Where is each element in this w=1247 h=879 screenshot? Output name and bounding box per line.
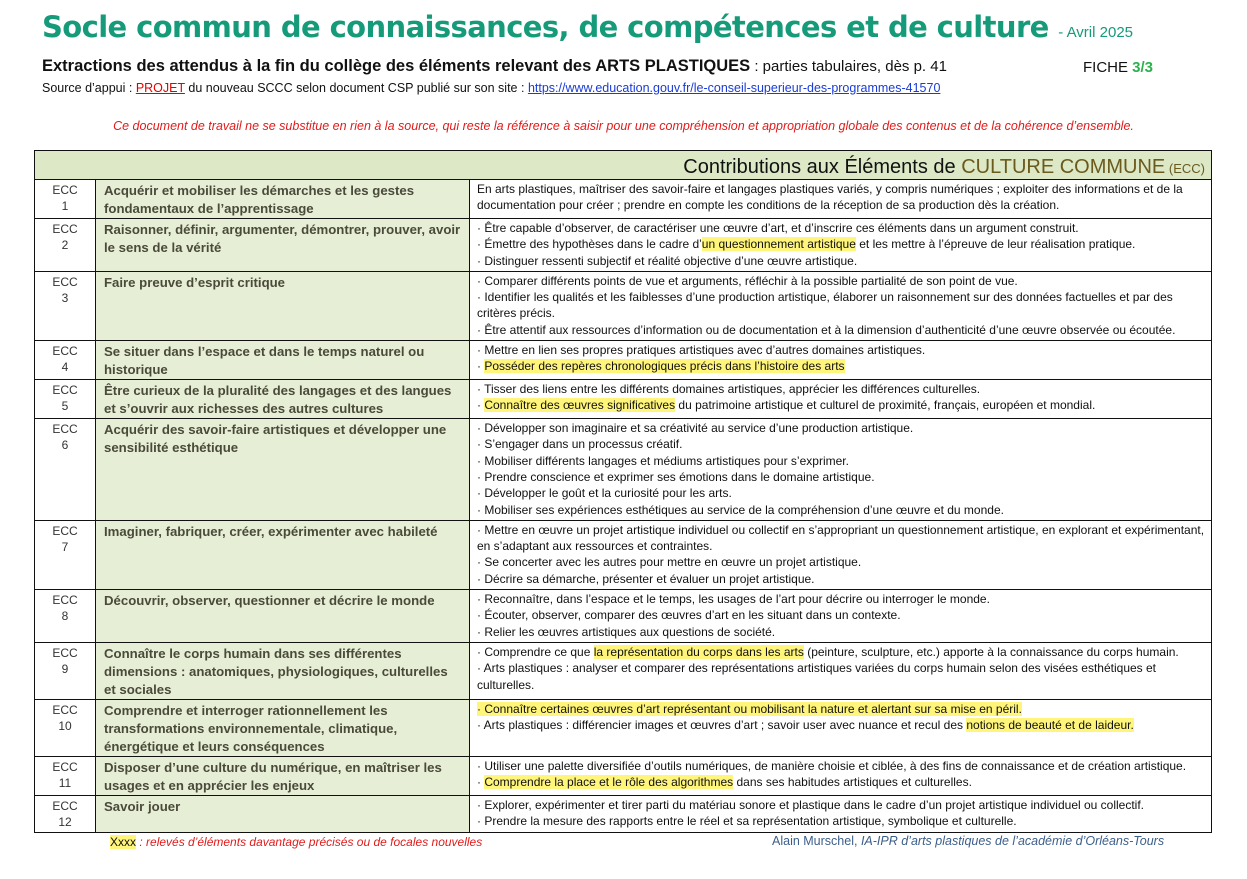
highlighted-text: Connaître des œuvres significatives	[484, 398, 676, 413]
highlighted-text: notions de beauté et de laideur.	[966, 718, 1134, 733]
description-line	[477, 591, 1205, 607]
table-row	[35, 271, 1212, 340]
title-text: Socle commun de connaissances, de compétences et de culture	[42, 10, 1049, 44]
text-segment: ·	[477, 359, 485, 374]
text-segment: (peinture, sculpture, etc.) apporte à la connaissance du corps humain.	[803, 644, 1179, 659]
ecc-code-number: 8	[61, 609, 69, 624]
table-title-highlight: CULTURE COMMUNE	[961, 156, 1166, 178]
ecc-code	[35, 795, 96, 832]
source-line	[42, 81, 940, 95]
ecc-code-number: 6	[61, 438, 69, 453]
text-segment: · Prendre conscience et exprimer ses émotions dans le domaine artistique.	[477, 469, 875, 484]
text-segment: · Émettre des hypothèses dans le cadre d’	[477, 237, 702, 252]
ecc-description	[470, 219, 1212, 272]
ecc-code	[35, 520, 96, 589]
ecc-label: Savoir jouer	[96, 795, 470, 832]
source-prefix: Source d’appui :	[42, 81, 136, 95]
ecc-code-label: ECC	[52, 344, 78, 359]
ecc-code-label: ECC	[52, 593, 78, 608]
description-line	[477, 624, 1205, 640]
ecc-code-number: 10	[58, 718, 72, 733]
legend-sample: Xxxx	[110, 835, 137, 849]
text-segment: · Arts plastiques : analyser et comparer des représentations artistiques variées du corps humain selon des visées esthétiques et culturelles.	[477, 661, 1157, 692]
subtitle-rest: : parties tabulaires, dès p. 41	[750, 58, 947, 75]
ecc-code	[35, 590, 96, 643]
text-segment: · Développer le goût et la curiosité pour les arts.	[477, 486, 732, 501]
ecc-description	[470, 520, 1212, 589]
description-line	[477, 554, 1205, 570]
ecc-description	[470, 180, 1212, 219]
description-line	[477, 469, 1205, 485]
text-segment: · Utiliser une palette diversifiée d’outils numériques, de manière choisie et ciblée, à des fins de connaissance et de création artistique.	[477, 758, 1187, 773]
text-segment: · Être attentif aux ressources d’information ou de documentation et à la dimension d’authenticité d’une œuvre observée ou écoutée.	[477, 322, 1176, 337]
description-line	[477, 358, 1205, 374]
ecc-label: Découvrir, observer, questionner et décrire le monde	[96, 590, 470, 643]
ecc-code-label: ECC	[52, 759, 78, 774]
ecc-description	[470, 341, 1212, 380]
fiche-number	[1083, 59, 1153, 76]
table-row	[35, 699, 1212, 756]
text-segment: dans ses habitudes artistiques et culturelles.	[733, 775, 972, 790]
highlight-legend	[110, 835, 482, 849]
description-line	[477, 522, 1205, 555]
description-line	[477, 660, 1205, 693]
ecc-label: Disposer d’une culture du numérique, en maîtriser les usages et en apprécier les enjeux	[96, 756, 470, 795]
ecc-code-number: 1	[61, 199, 69, 213]
text-segment: · Développer son imaginaire et sa créativité au service d’une production artistique.	[477, 421, 914, 436]
text-segment: · Mettre en lien ses propres pratiques artistiques avec d’autres domaines artistiques.	[477, 343, 926, 358]
author-name: Alain Murschel,	[772, 834, 861, 848]
ecc-code-number: 2	[61, 238, 69, 252]
ecc-code	[35, 380, 96, 419]
table-title-suffix: (ECC)	[1165, 161, 1205, 176]
table-row	[35, 795, 1212, 832]
text-segment: et les mettre à l’épreuve de leur réalisation pratique.	[855, 237, 1136, 252]
description-line	[477, 502, 1205, 518]
source-middle: du nouveau SCCC selon document CSP publié sur son site :	[184, 81, 528, 95]
ecc-label: Se situer dans l’espace et dans le temps naturel ou historique	[96, 341, 470, 380]
text-segment: ·	[477, 398, 485, 413]
ecc-code-label: ECC	[52, 183, 78, 197]
text-segment: · Comparer différents points de vue et arguments, réfléchir à la possible partialité de son point de vue.	[477, 273, 1018, 288]
table-title	[35, 151, 1212, 180]
ecc-code	[35, 180, 96, 219]
description-line	[477, 436, 1205, 452]
description-line	[477, 453, 1205, 469]
description-line	[477, 485, 1205, 501]
title-date: - Avril 2025	[1058, 24, 1133, 41]
text-segment: · Distinguer ressenti subjectif et réalité objective d’une œuvre artistique.	[477, 253, 858, 268]
highlighted-text: la représentation du corps dans les arts	[593, 644, 804, 659]
text-segment: · Mobiliser ses expériences esthétiques au service de la compréhension d’une œuvre et du monde.	[477, 502, 1004, 517]
document-title	[42, 10, 1133, 44]
ecc-code-number: 7	[61, 539, 69, 554]
ecc-code-label: ECC	[52, 422, 78, 437]
description-line	[477, 701, 1205, 717]
ecc-code	[35, 699, 96, 756]
text-segment: · Identifier les qualités et les faiblesses d’une production artistique, élaborer un raisonnement sur des données factuelles et par des critères précis.	[477, 290, 1173, 321]
highlighted-text: Comprendre la place et le rôle des algorithmes	[484, 775, 734, 790]
table-row	[35, 642, 1212, 699]
text-segment: · Se concerter avec les autres pour mettre en œuvre un projet artistique.	[477, 555, 862, 570]
text-segment: · Prendre la mesure des rapports entre le réel et sa représentation artistique, symbolique et culturelle.	[477, 814, 1017, 829]
ecc-code	[35, 271, 96, 340]
text-segment: · Tisser des liens entre les différents domaines artistiques, apprécier les différences culturelles.	[477, 382, 981, 397]
text-segment: · Arts plastiques : différencier images et œuvres d’art ; savoir user avec nuance et recul des	[477, 718, 967, 733]
text-segment: · Relier les œuvres artistiques aux questions de société.	[477, 624, 776, 639]
description-line	[477, 420, 1205, 436]
text-segment: · Explorer, expérimenter et tirer parti du matériau sonore et plastique dans le cadre d’un projet artistique individuel ou collectif.	[477, 797, 1145, 812]
description-line	[477, 181, 1205, 214]
description-line	[477, 571, 1205, 587]
ecc-description	[470, 271, 1212, 340]
text-segment: du patrimoine artistique et culturel de proximité, français, européen et mondial.	[675, 398, 1096, 413]
ecc-code	[35, 642, 96, 699]
description-line	[477, 774, 1205, 790]
table-row	[35, 520, 1212, 589]
ecc-description	[470, 756, 1212, 795]
ecc-label: Acquérir des savoir-faire artistiques et développer une sensibilité esthétique	[96, 419, 470, 521]
table-title-prefix: Contributions aux Éléments de	[683, 156, 962, 178]
table-row	[35, 341, 1212, 380]
source-projet: PROJET	[135, 81, 185, 95]
ecc-description	[470, 419, 1212, 521]
author-role: IA-IPR d’arts plastiques de l’académie d’Orléans-Tours	[860, 834, 1165, 848]
description-line	[477, 322, 1205, 338]
ecc-code-number: 5	[61, 399, 69, 414]
table-row	[35, 756, 1212, 795]
table-header-row	[35, 151, 1212, 180]
description-line	[477, 273, 1205, 289]
text-segment: · Mobiliser différents langages et médiums artistiques pour s’exprimer.	[477, 453, 849, 468]
ecc-label: Être curieux de la pluralité des langages et des langues et s’ouvrir aux richesses des autres cultures	[96, 380, 470, 419]
document-subtitle	[42, 57, 947, 76]
ecc-code-number: 9	[61, 661, 69, 676]
ecc-label: Raisonner, définir, argumenter, démontrer, prouver, avoir le sens de la vérité	[96, 219, 470, 272]
ecc-code	[35, 756, 96, 795]
ecc-code	[35, 341, 96, 380]
ecc-description	[470, 795, 1212, 832]
description-line	[477, 253, 1205, 269]
description-line	[477, 644, 1205, 660]
table-row	[35, 590, 1212, 643]
ecc-code-number: 3	[61, 290, 69, 305]
source-link[interactable]: https://www.education.gouv.fr/le-conseil-superieur-des-programmes-41570	[527, 81, 941, 95]
ecc-label: Acquérir et mobiliser les démarches et les gestes fondamentaux de l’apprentissage	[96, 180, 470, 219]
ecc-code-label: ECC	[52, 274, 78, 289]
description-line	[477, 381, 1205, 397]
ecc-label: Connaître le corps humain dans ses différentes dimensions : anatomiques, physiologiques, culturelles et sociales	[96, 642, 470, 699]
description-line	[477, 397, 1205, 413]
table-row	[35, 180, 1212, 219]
text-segment: · Décrire sa démarche, présenter et évaluer un projet artistique.	[477, 571, 815, 586]
description-line	[477, 797, 1205, 813]
ecc-code-label: ECC	[52, 222, 78, 236]
ecc-label: Comprendre et interroger rationnellement les transformations environnementale, climatique, énergétique et leurs conséquences	[96, 699, 470, 756]
subtitle-bold: Extractions des attendus à la fin du collège des éléments relevant des ARTS PLASTIQUES	[42, 57, 751, 75]
description-line	[477, 717, 1205, 733]
ecc-description	[470, 380, 1212, 419]
ecc-code	[35, 219, 96, 272]
fiche-value: 3/3	[1132, 59, 1154, 76]
ecc-table	[34, 150, 1212, 833]
text-segment: En arts plastiques, maîtriser des savoir-faire et langages plastiques variés, y compris numériques ; exploiter des informations et de la documentation pour créer ; prendre en compte les conditions de la réception de sa production dès la création.	[477, 182, 1183, 213]
text-segment: · Écouter, observer, comparer des œuvres d’art en les situant dans un contexte.	[477, 608, 901, 623]
ecc-description	[470, 699, 1212, 756]
table-row	[35, 219, 1212, 272]
ecc-code-label: ECC	[52, 798, 78, 813]
fiche-label: FICHE	[1083, 59, 1133, 76]
ecc-description	[470, 590, 1212, 643]
highlighted-text: · Connaître certaines œuvres d’art représentant ou mobilisant la nature et alertant sur sa mise en péril.	[477, 701, 1022, 716]
ecc-code-number: 4	[61, 360, 69, 375]
ecc-code-number: 11	[58, 775, 72, 790]
ecc-label: Imaginer, fabriquer, créer, expérimenter avec habileté	[96, 520, 470, 589]
description-line	[477, 289, 1205, 322]
text-segment: · Comprendre ce que	[477, 644, 594, 659]
legend-text: : relevés d’éléments davantage précisés ou de focales nouvelles	[136, 835, 483, 849]
text-segment: ·	[477, 775, 485, 790]
description-line	[477, 813, 1205, 829]
author-credit	[772, 834, 1164, 848]
highlighted-text: un questionnement artistique	[701, 237, 856, 252]
highlighted-text: Posséder des repères chronologiques précis dans l’histoire des arts	[484, 359, 845, 374]
warning-note: Ce document de travail ne se substitue en rien à la source, qui reste la référence à saisir pour une compréhension et appropriation globale des contenus et de la cohérence d’ensemble.	[113, 119, 1134, 133]
ecc-code-number: 12	[58, 814, 72, 829]
ecc-code	[35, 419, 96, 521]
text-segment: · Reconnaître, dans l’espace et le temps, les usages de l’art pour décrire ou interroger le monde.	[477, 592, 990, 607]
ecc-code-label: ECC	[52, 645, 78, 660]
ecc-code-label: ECC	[52, 383, 78, 398]
ecc-code-label: ECC	[52, 523, 78, 538]
ecc-code-label: ECC	[52, 702, 78, 717]
table-row	[35, 380, 1212, 419]
description-line	[477, 758, 1205, 774]
table-row	[35, 419, 1212, 521]
text-segment: · S’engager dans un processus créatif.	[477, 437, 683, 452]
description-line	[477, 236, 1205, 252]
ecc-description	[470, 642, 1212, 699]
text-segment: · Mettre en œuvre un projet artistique individuel ou collectif en s’appropriant un questionnement artistique, en explorant et expérimentant, en s’adaptant aux ressources et contraintes.	[477, 522, 1205, 554]
description-line	[477, 220, 1205, 236]
text-segment: · Être capable d’observer, de caractériser une œuvre d’art, et d’inscrire ces éléments dans un argument construit.	[477, 221, 1079, 235]
description-line	[477, 607, 1205, 623]
ecc-label: Faire preuve d’esprit critique	[96, 271, 470, 340]
description-line	[477, 342, 1205, 358]
